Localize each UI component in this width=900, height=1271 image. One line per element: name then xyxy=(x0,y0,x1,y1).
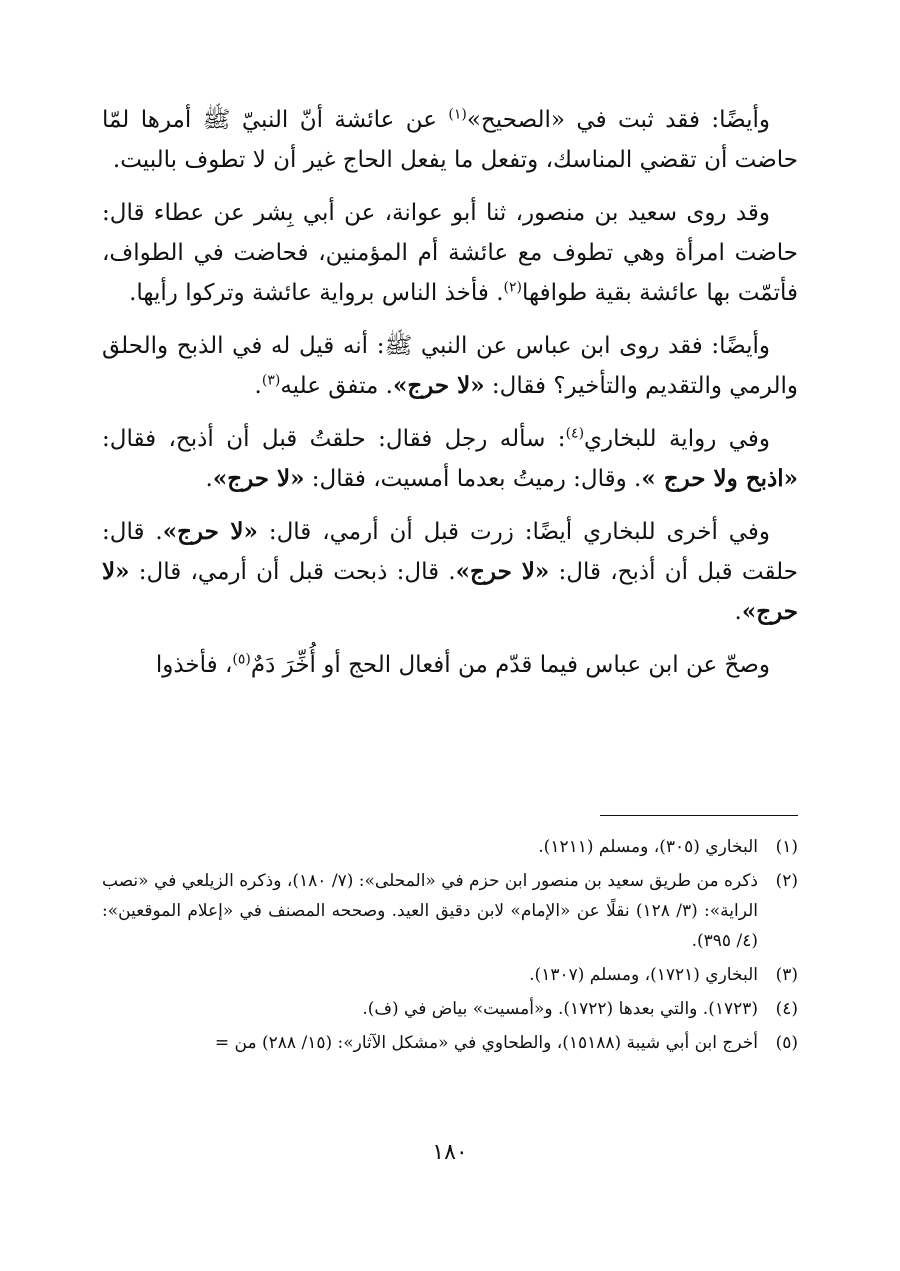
paragraph-3: وأيضًا: فقد روى ابن عباس عن النبي ﷺ: أنه قيل له في الذبح والحلق والرمي والتقديم والتأخير؟ فقال: «لا حرج». متفق عليه$^{(٣)}$. xyxy=(102,333,798,399)
footnote-4 xyxy=(102,994,798,1024)
quote-no-harm: «لا حرج» xyxy=(392,372,485,399)
footnote-number: (٣) xyxy=(775,965,798,985)
footnote-3 xyxy=(102,960,798,990)
paragraph-6: وصحّ عن ابن عباس فيما قدّم من أفعال الحج أو أُخِّرَ دَمٌ$^{(٥)}$، فأخذوا xyxy=(155,651,770,678)
footnote-number: (٥) xyxy=(775,1033,798,1053)
quote-no-harm: «لا حرج» xyxy=(102,558,798,625)
footnote-1 xyxy=(102,832,798,862)
footnote-ref-5[interactable]: (٥) xyxy=(232,651,251,668)
footnote-number: (٢) xyxy=(775,871,798,891)
quote-no-harm: «لا حرج» xyxy=(212,465,305,492)
footnote-2 xyxy=(102,866,798,956)
footnotes xyxy=(102,832,798,1062)
footnote-number: (١) xyxy=(775,837,798,857)
footnote-5 xyxy=(102,1028,798,1058)
main-text xyxy=(102,100,798,685)
footnote-text: البخاري (١٧٢١)، ومسلم (١٣٠٧). xyxy=(529,965,758,985)
quote-slaughter-no-harm: «اذبح ولا حرج » xyxy=(641,465,798,492)
page-number: ١٨٠ xyxy=(432,1140,468,1165)
footnote-ref-2[interactable]: (٢) xyxy=(503,279,522,296)
quote-no-harm: «لا حرج» xyxy=(455,558,550,585)
footnote-divider xyxy=(600,815,798,816)
footnote-number: (٤) xyxy=(775,999,798,1019)
paragraph-4: وفي رواية للبخاري$^{(٤)}$: سأله رجل فقال: حلقتُ قبل أن أذبح، فقال: «اذبح ولا حرج ». وقال: رميتُ بعدما أمسيت، فقال: «لا حرج». xyxy=(102,425,798,492)
footnote-text: ذكره من طريق سعيد بن منصور ابن حزم في «المحلى»: (٧/ ١٨٠)، وذكره الزيلعي في «نصب الراية»: (٣/ ١٢٨) نقلًا عن «الإمام» لابن دقيق العيد. وصححه المصنف في «إعلام الموقعين»: (٤/ ٣٩٥). xyxy=(102,871,758,951)
paragraph-2: وقد روى سعيد بن منصور، ثنا أبو عوانة، عن أبي بِشر عن عطاء قال: حاضت امرأة وهي تطوف مع عائشة أم المؤمنين، فحاضت في الطواف، فأتمّت بها عائشة بقية طوافها$^{(٢)}$. فأخذ الناس برواية عائشة وتركوا رأيها. xyxy=(102,200,798,306)
paragraph-5: وفي أخرى للبخاري أيضًا: زرت قبل أن أرمي، قال: «لا حرج». قال: حلقت قبل أن أذبح، قال: «لا حرج». قال: ذبحت قبل أن أرمي، قال: «لا حرج». xyxy=(102,518,798,625)
footnote-text: (١٧٢٣). والتي بعدها (١٧٢٢). و«أمسيت» بياض في (ف). xyxy=(362,999,758,1019)
footnote-ref-3[interactable]: (٣) xyxy=(261,372,281,389)
quote-no-harm: «لا حرج» xyxy=(162,518,258,545)
footnote-ref-4[interactable]: (٤) xyxy=(565,425,585,442)
footnote-ref-1[interactable]: (١) xyxy=(448,106,467,123)
footnote-text: البخاري (٣٠٥)، ومسلم (١٢١١). xyxy=(538,837,758,857)
footnote-text: أخرج ابن أبي شيبة (١٥١٨٨)، والطحاوي في «مشكل الآثار»: (١٥/ ٢٨٨) من = xyxy=(214,1033,758,1053)
paragraph-1: وأيضًا: فقد ثبت في «الصحيح»$^{(١)}$ عن عائشة أنّ النبيّ ﷺ أمرها لمّا حاضت أن تقضي المناسك، وتفعل ما يفعل الحاج غير أن لا تطوف بالبيت. xyxy=(102,106,798,173)
